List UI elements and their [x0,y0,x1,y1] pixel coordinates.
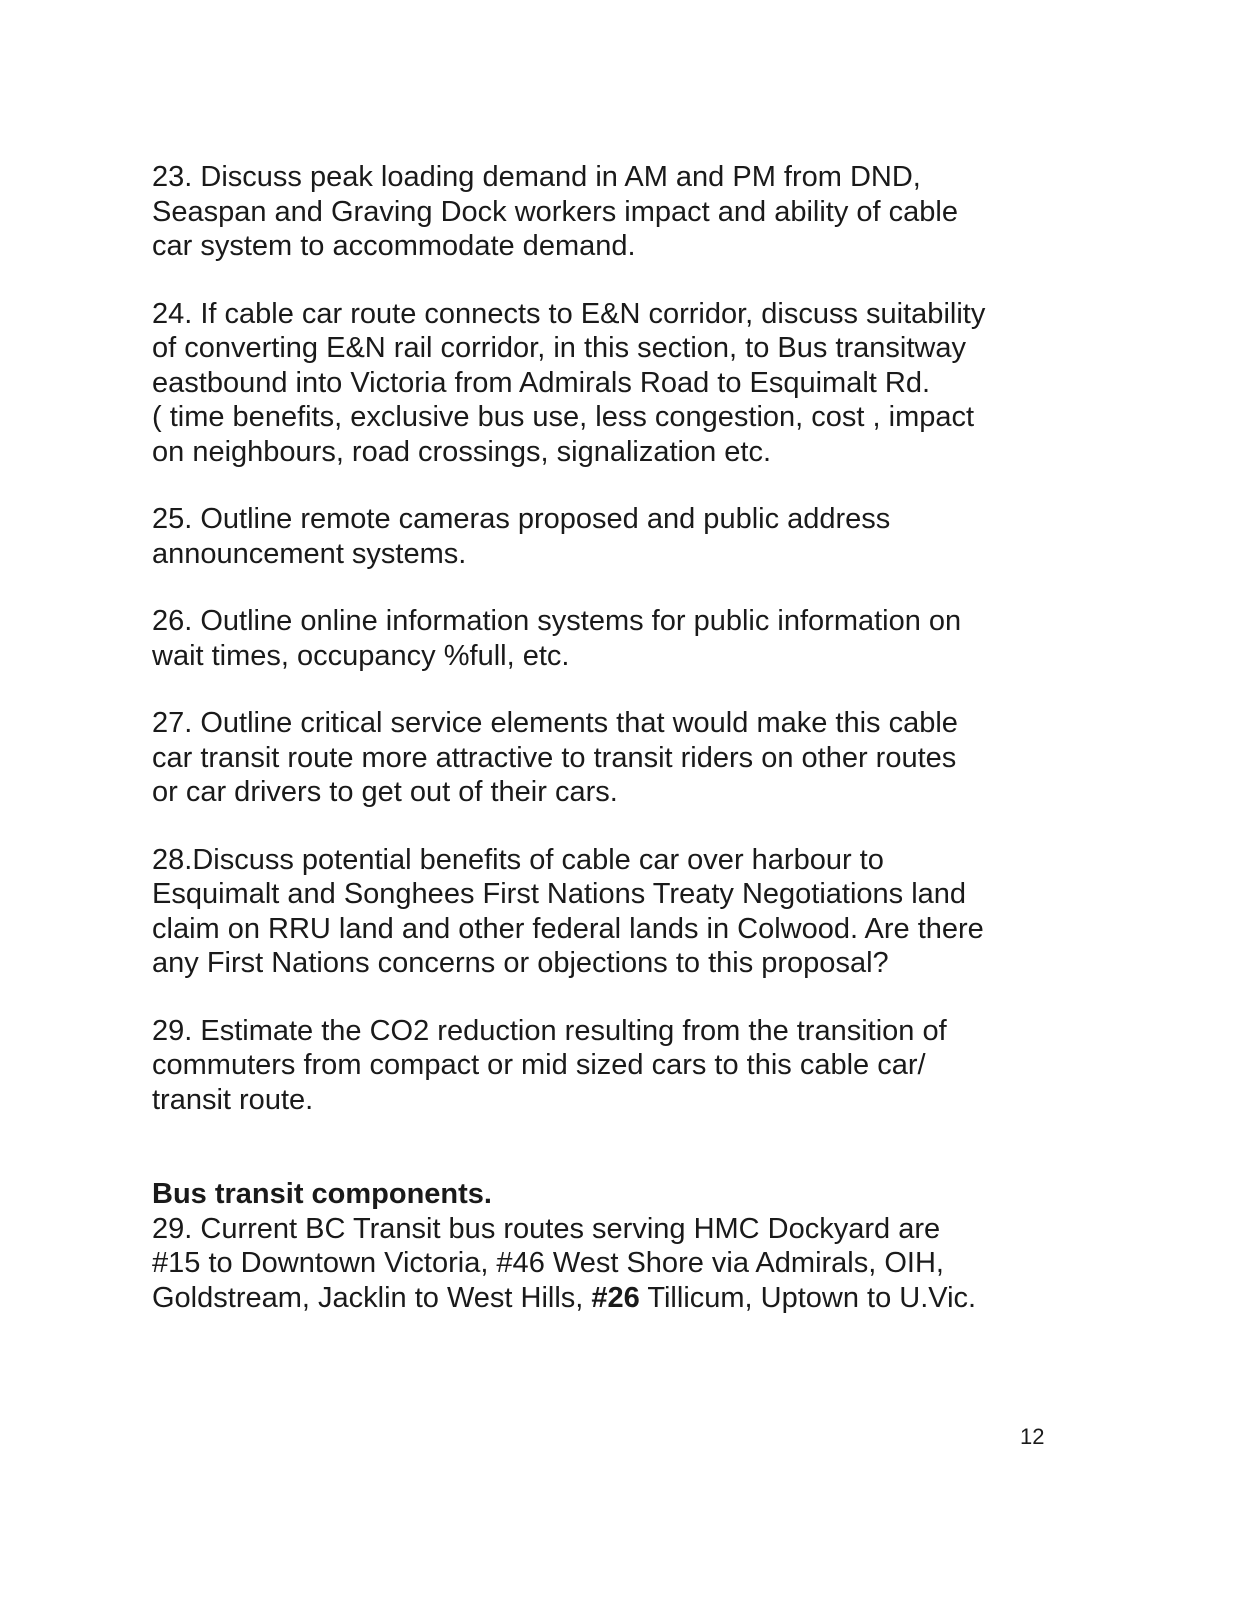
item-29-bus-routes [152,1212,1052,1316]
item-line: 26. Outline online information systems for public information on [152,605,962,637]
item-line: any First Nations concerns or objections to this proposal? [152,947,889,979]
item-29-estimate [152,1014,1052,1118]
item-line: 27. Outline critical service elements that would make this cable [152,707,958,739]
item-line: Esquimalt and Songhees First Nations Treaty Negotiations land [152,878,967,910]
item-line: on neighbours, road crossings, signalization etc. [152,435,772,468]
item-line: announcement systems. [152,537,467,570]
route-text: Goldstream, Jacklin to West Hills, [152,1281,592,1314]
item-line: 29. Estimate the CO2 reduction resulting from the transition of [152,1014,947,1047]
route-text: Tillicum, Uptown to U.Vic. [639,1281,977,1314]
item-line: eastbound into Victoria from Admirals Road to Esquimalt Rd. [152,366,931,399]
item-line: car transit route more attractive to transit riders on other routes [152,741,957,774]
item-line: 25. Outline remote cameras proposed and public address [152,503,891,535]
item-line: Seaspan and Graving Dock workers impact and ability of cable [152,195,958,228]
route-number-26: #26 [591,1281,640,1314]
item-line: car system to accommodate demand. [152,230,636,262]
item-line [152,1281,1052,1316]
item-line: or car drivers to get out of their cars. [152,776,618,808]
item-line: 29. Current BC Transit bus routes serving HMC Dockyard are [152,1212,941,1245]
item-line: 24. If cable car route connects to E&N corridor, discuss suitability [152,297,986,330]
item-line: commuters from compact or mid sized cars to this cable car/ [152,1049,926,1081]
document-body [152,160,1052,1315]
page-number: 12 [1020,1424,1045,1449]
item-line: ( time benefits, exclusive bus use, less congestion, cost , impact [152,401,975,433]
item-23 [152,160,1052,264]
item-line: transit route. [152,1083,314,1116]
item-24 [152,297,1052,470]
item-line: #15 to Downtown Victoria, #46 West Shore via Admirals, OIH, [152,1247,944,1279]
item-27 [152,706,1052,810]
item-line: wait times, occupancy %full, etc. [152,639,570,672]
item-25 [152,502,1052,571]
item-26 [152,604,1052,673]
item-line: 28.Discuss potential benefits of cable car over harbour to [152,843,884,876]
item-line: of converting E&N rail corridor, in this section, to Bus transitway [152,332,966,364]
item-28 [152,843,1052,981]
item-line: claim on RRU land and other federal lands in Colwood. Are there [152,912,984,945]
item-line: 23. Discuss peak loading demand in AM and PM from DND, [152,161,921,193]
section-heading: Bus transit components. [152,1178,492,1210]
